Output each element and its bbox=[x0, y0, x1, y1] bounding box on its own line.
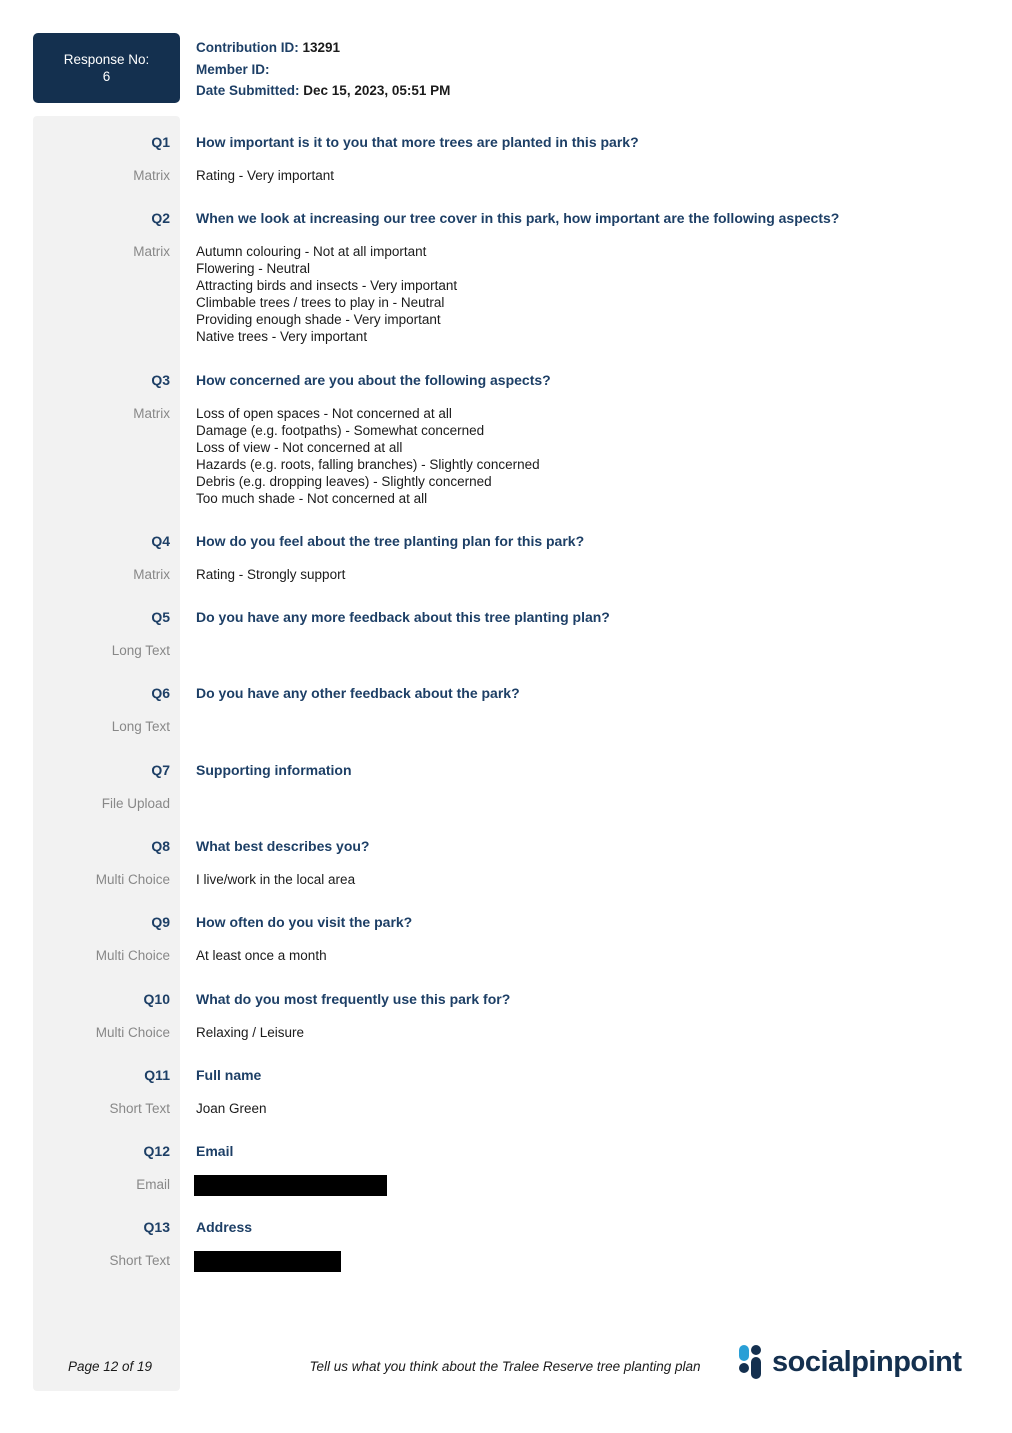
response-label: Response No: bbox=[63, 52, 150, 67]
question-number: Q13 bbox=[143, 1219, 170, 1235]
question-title: How often do you visit the park? bbox=[196, 914, 413, 930]
answer-list bbox=[196, 871, 355, 888]
question-title: How do you feel about the tree planting plan for this park? bbox=[196, 533, 585, 549]
contribution-id: 13291 bbox=[302, 40, 341, 55]
answer-list bbox=[196, 1024, 304, 1041]
answer-line: Climbable trees / trees to play in - Neutral bbox=[196, 295, 445, 310]
answer-line: I live/work in the local area bbox=[196, 872, 356, 887]
question-type: Short Text bbox=[109, 1253, 170, 1268]
question-title: What best describes you? bbox=[196, 838, 370, 854]
answer-list bbox=[196, 167, 334, 184]
answer-line: Autumn colouring - Not at all important bbox=[196, 244, 427, 259]
question-type: File Upload bbox=[101, 796, 170, 811]
answer-line: Flowering - Neutral bbox=[196, 261, 311, 276]
question-number: Q3 bbox=[151, 372, 170, 388]
question-title: How important is it to you that more trees are planted in this park? bbox=[196, 134, 639, 150]
question-number: Q2 bbox=[151, 210, 170, 226]
date-label: Date Submitted: bbox=[196, 83, 300, 98]
date-submitted: Dec 15, 2023, 05:51 PM bbox=[303, 83, 451, 98]
left-sidebar-panel bbox=[33, 116, 180, 1391]
answer-list bbox=[196, 1100, 267, 1117]
question-type: Long Text bbox=[111, 719, 170, 734]
question-type: Matrix bbox=[133, 168, 170, 183]
answer-line: Too much shade - Not concerned at all bbox=[196, 491, 428, 506]
answer-line: Relaxing / Leisure bbox=[196, 1025, 305, 1040]
socialpinpoint-logo bbox=[738, 1342, 962, 1382]
answer-line: Providing enough shade - Very important bbox=[196, 312, 441, 327]
contribution-label: Contribution ID: bbox=[196, 40, 299, 55]
question-title: Email bbox=[196, 1143, 234, 1159]
question-type: Matrix bbox=[133, 406, 170, 421]
question-number: Q10 bbox=[143, 991, 170, 1007]
question-title: Do you have any more feedback about this tree planting plan? bbox=[196, 609, 610, 625]
question-number: Q1 bbox=[151, 134, 170, 150]
answer-line: Hazards (e.g. roots, falling branches) - Slightly concerned bbox=[196, 457, 540, 472]
answer-list bbox=[196, 566, 345, 583]
question-number: Q9 bbox=[151, 914, 170, 930]
member-label: Member ID: bbox=[196, 61, 270, 77]
question-title: Supporting information bbox=[196, 762, 352, 778]
question-title: Address bbox=[196, 1219, 253, 1235]
pinpoint-logo-icon bbox=[738, 1344, 764, 1380]
question-number: Q11 bbox=[144, 1067, 170, 1083]
question-type: Short Text bbox=[109, 1101, 170, 1116]
response-number-box bbox=[33, 33, 180, 103]
page-number: Page 12 of 19 bbox=[67, 1359, 153, 1374]
question-number: Q6 bbox=[151, 685, 170, 701]
submission-meta bbox=[196, 37, 450, 102]
question-title: Full name bbox=[196, 1067, 262, 1083]
answer-line: Rating - Very important bbox=[196, 168, 335, 183]
question-type: Email bbox=[136, 1177, 170, 1192]
question-type: Long Text bbox=[111, 643, 170, 658]
answer-list bbox=[196, 243, 457, 345]
footer-survey-title: Tell us what you think about the Tralee Reserve tree planting plan bbox=[309, 1359, 701, 1374]
response-number: 6 bbox=[102, 69, 111, 84]
date-row bbox=[196, 80, 450, 102]
question-number: Q7 bbox=[151, 762, 170, 778]
answer-line: Loss of view - Not concerned at all bbox=[196, 440, 403, 455]
question-type: Multi Choice bbox=[95, 948, 170, 963]
question-type: Multi Choice bbox=[95, 1025, 170, 1040]
answer-line: At least once a month bbox=[196, 948, 327, 963]
answer-line: Damage (e.g. footpaths) - Somewhat concerned bbox=[196, 423, 485, 438]
answer-line: Native trees - Very important bbox=[196, 329, 368, 344]
answer-list bbox=[196, 947, 327, 964]
answer-line: Loss of open spaces - Not concerned at all bbox=[196, 406, 452, 421]
member-row bbox=[196, 59, 450, 81]
answer-line: Rating - Strongly support bbox=[196, 567, 346, 582]
brand-wordmark: socialpinpoint bbox=[772, 1345, 962, 1378]
question-type: Multi Choice bbox=[95, 872, 170, 887]
redacted-answer bbox=[194, 1251, 341, 1272]
answer-line: Debris (e.g. dropping leaves) - Slightly concerned bbox=[196, 474, 492, 489]
question-type: Matrix bbox=[133, 567, 170, 582]
question-title: When we look at increasing our tree cover in this park, how important are the following aspects? bbox=[196, 210, 840, 226]
answer-line: Joan Green bbox=[196, 1101, 267, 1116]
question-number: Q5 bbox=[151, 609, 170, 625]
answer-line: Attracting birds and insects - Very important bbox=[196, 278, 458, 293]
question-title: What do you most frequently use this park for? bbox=[196, 991, 511, 1007]
question-number: Q8 bbox=[151, 838, 170, 854]
answer-list bbox=[196, 405, 540, 507]
question-type: Matrix bbox=[133, 244, 170, 259]
question-title: How concerned are you about the following aspects? bbox=[196, 372, 551, 388]
question-number: Q12 bbox=[143, 1143, 170, 1159]
contribution-row bbox=[196, 37, 450, 59]
redacted-answer bbox=[194, 1175, 387, 1196]
question-number: Q4 bbox=[151, 533, 170, 549]
question-title: Do you have any other feedback about the park? bbox=[196, 685, 520, 701]
